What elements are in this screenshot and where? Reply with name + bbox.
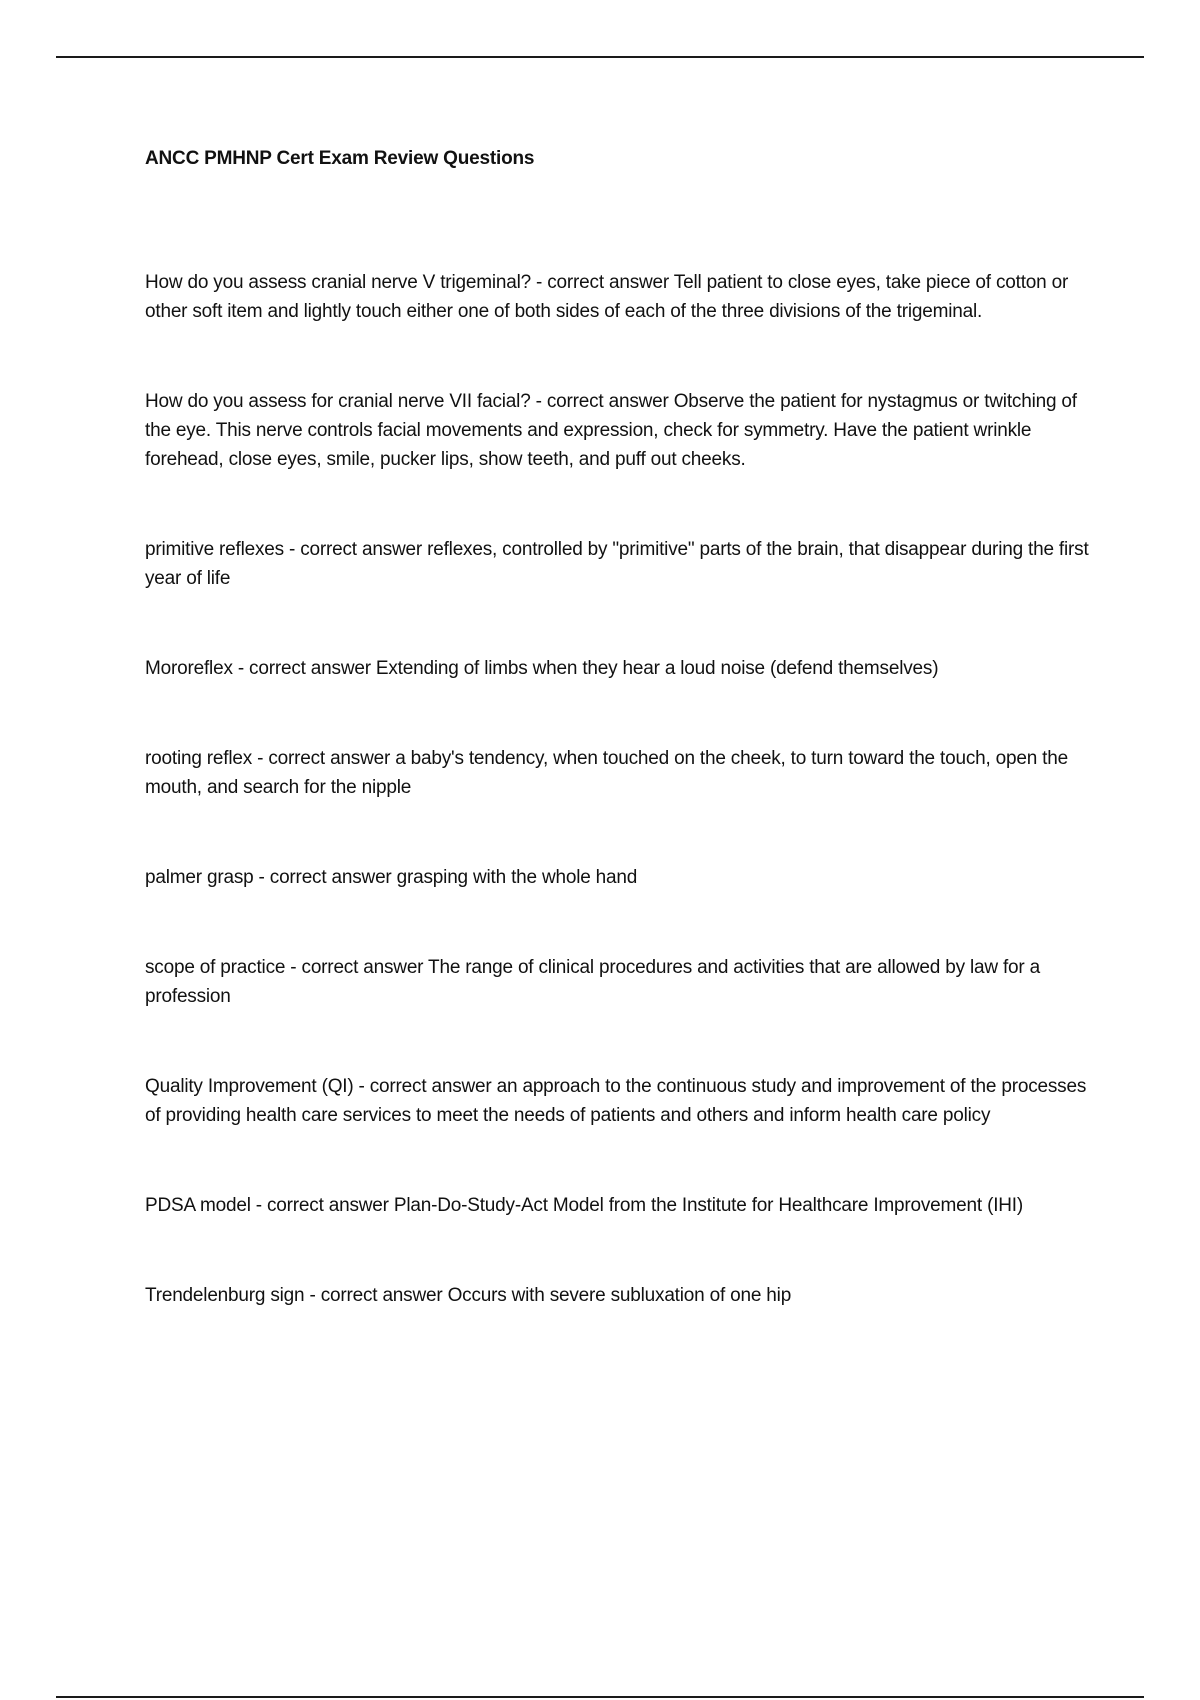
qa-list bbox=[145, 268, 1095, 1310]
document-body bbox=[145, 146, 1095, 1371]
qa-item: rooting reflex - correct answer a baby's tendency, when touched on the cheek, to turn toward the touch, open the mouth, and search for the nipple bbox=[145, 748, 1068, 798]
qa-item: Trendelenburg sign - correct answer Occurs with severe subluxation of one hip bbox=[145, 1285, 792, 1306]
qa-item: How do you assess for cranial nerve VII facial? - correct answer Observe the patient for nystagmus or twitching of the eye. This nerve controls facial movements and expression, check for symmetry. Have the patient wrinkle forehead, close eyes, smile, pucker lips, show teeth, and puff out cheeks. bbox=[145, 391, 1077, 470]
header-rule bbox=[56, 56, 1144, 58]
qa-item: Mororeflex - correct answer Extending of limbs when they hear a loud noise (defend themselves) bbox=[145, 658, 939, 679]
qa-item: Quality Improvement (QI) - correct answer an approach to the continuous study and improvement of the processes of providing health care services to meet the needs of patients and others and inform health care policy bbox=[145, 1076, 1087, 1126]
footer-rule bbox=[56, 1696, 1144, 1698]
qa-item: scope of practice - correct answer The range of clinical procedures and activities that are allowed by law for a profession bbox=[145, 957, 1040, 1007]
qa-item: palmer grasp - correct answer grasping with the whole hand bbox=[145, 867, 638, 888]
qa-item: primitive reflexes - correct answer reflexes, controlled by "primitive" parts of the brain, that disappear during the first year of life bbox=[145, 539, 1089, 589]
qa-item: PDSA model - correct answer Plan-Do-Study-Act Model from the Institute for Healthcare Improvement (IHI) bbox=[145, 1195, 1024, 1216]
qa-item: How do you assess cranial nerve V trigeminal? - correct answer Tell patient to close eyes, take piece of cotton or other soft item and lightly touch either one of both sides of each of the three divisions of the trigeminal. bbox=[145, 272, 1069, 322]
document-title: ANCC PMHNP Cert Exam Review Questions bbox=[145, 148, 535, 169]
